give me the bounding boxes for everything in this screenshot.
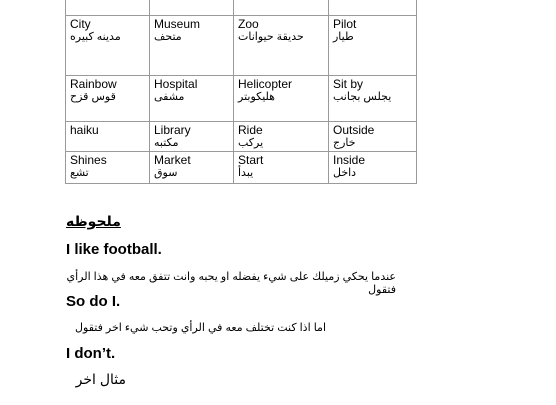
english-word: haiku (70, 123, 99, 137)
table-cell (234, 122, 329, 152)
table-cell (234, 0, 329, 16)
arabic-translation: قوس قزح (70, 91, 116, 103)
table-cell (150, 16, 234, 76)
table-cell (150, 152, 234, 184)
table-row (66, 0, 417, 16)
english-word: Outside (333, 123, 375, 137)
table-cell (66, 152, 150, 184)
english-word: Start (238, 153, 264, 167)
table-cell (150, 122, 234, 152)
table-cell (66, 16, 150, 76)
table-cell (234, 76, 329, 122)
table-cell (234, 16, 329, 76)
arabic-translation: هليكوبتر (238, 91, 275, 103)
arabic-translation: خارج (333, 137, 356, 149)
table-row (66, 76, 417, 122)
english-word: Pilot (333, 17, 357, 31)
vocabulary-table (65, 0, 417, 184)
arabic-translation: متحف (154, 31, 182, 43)
arabic-translation: مدينه كبيره (70, 31, 121, 43)
table-row (66, 16, 417, 76)
english-word: Ride (238, 123, 263, 137)
arabic-translation: طيار (333, 31, 354, 43)
table-cell (329, 0, 417, 16)
arabic-translation: داخل (333, 167, 357, 179)
table-cell (66, 76, 150, 122)
table-cell (329, 122, 417, 152)
english-word: Helicopter (238, 77, 293, 91)
table-cell (150, 76, 234, 122)
arabic-translation: يركب (238, 137, 264, 149)
arabic-translation: سوق (154, 167, 178, 179)
table-cell (329, 152, 417, 184)
english-word: Sit by (333, 77, 364, 91)
english-word: Zoo (238, 17, 259, 31)
arabic-translation: مشفى (154, 91, 185, 103)
table-row (66, 122, 417, 152)
english-word: Hospital (154, 77, 198, 91)
phrase-so-do-i: So do I. (66, 293, 121, 310)
english-word: Inside (333, 153, 366, 167)
table-cell (66, 0, 150, 16)
english-word: Library (154, 123, 191, 137)
arabic-translation: تشع (70, 167, 89, 179)
phrase-i-dont: I don’t. (66, 345, 116, 362)
table-cell (66, 122, 150, 152)
english-word: Market (154, 153, 191, 167)
arabic-translation: حديقة حيوانات (238, 31, 304, 43)
explanation-disagree: اما اذا كنت تختلف معه في الرأي وتحب شيء اخر فتقول (75, 322, 326, 334)
table-cell (234, 152, 329, 184)
english-word: Rainbow (70, 77, 117, 91)
english-word: Museum (154, 17, 201, 31)
phrase-i-like-football: I like football. (66, 241, 162, 258)
table-cell (329, 16, 417, 76)
note-heading: ملحوظه (66, 213, 121, 229)
arabic-translation: يجلس بجانب (333, 91, 392, 103)
table-cell (329, 76, 417, 122)
arabic-translation: مكتبه (154, 137, 179, 149)
explanation-agree: عندما يحكي زميلك على شيء يفضله او يحبه وانت تتفق معه في هذا الرأي فتقول (66, 271, 396, 296)
table-cell (150, 0, 234, 16)
english-word: Shines (70, 153, 107, 167)
table-row (66, 152, 417, 184)
arabic-translation: يبدأ (238, 167, 254, 179)
english-word: City (70, 17, 91, 31)
example-heading: مثال اخر (75, 371, 126, 387)
